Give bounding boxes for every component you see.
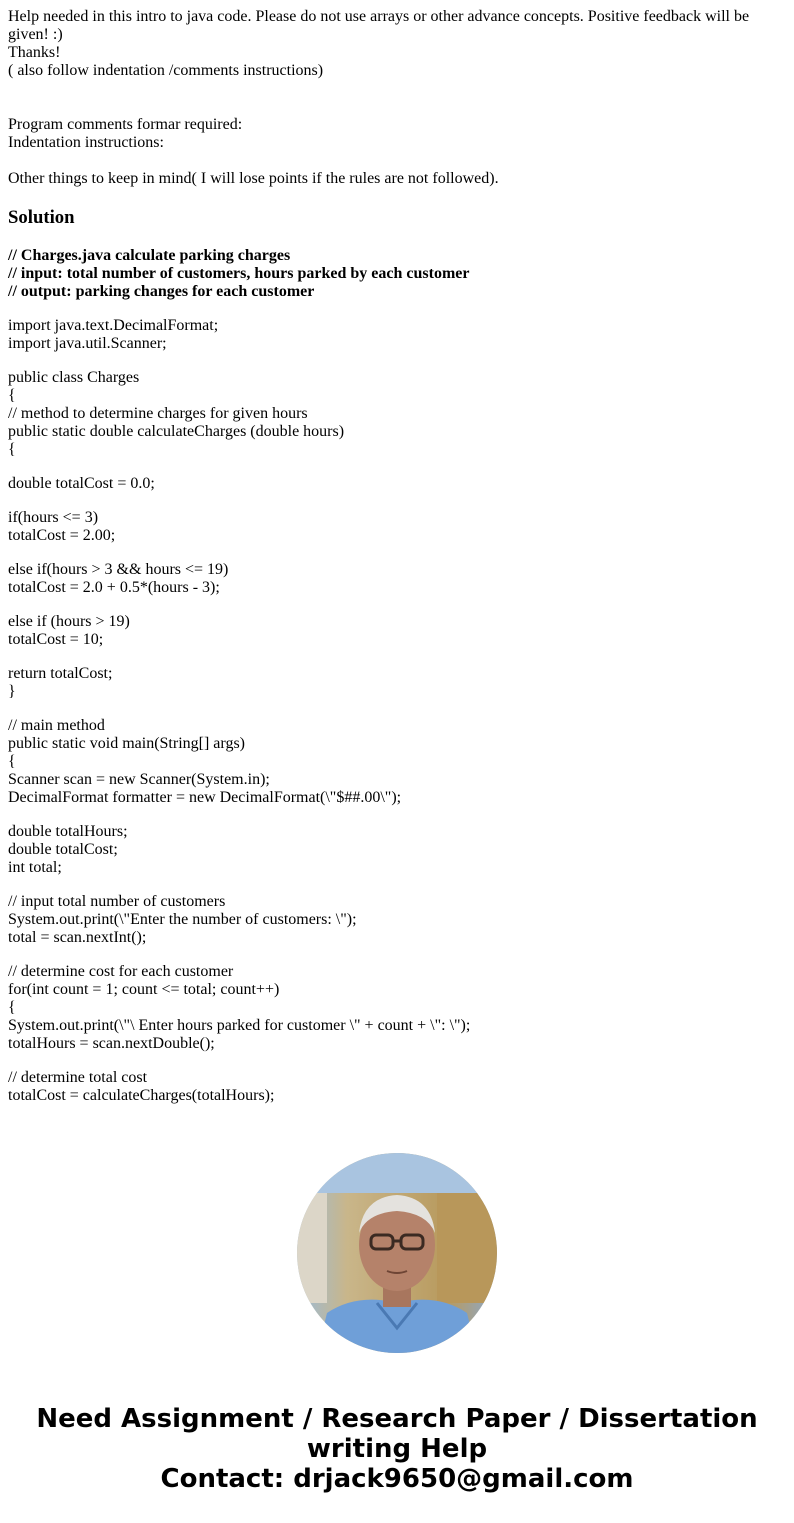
indentation-label: Indentation instructions:: [8, 134, 164, 151]
code-line: else if(hours > 3 && hours <= 19): [8, 561, 229, 578]
code-line: DecimalFormat formatter = new DecimalFormat(\"$##.00\");: [8, 789, 402, 806]
code-line: }: [8, 683, 16, 700]
code-line: double totalHours;: [8, 823, 128, 840]
instructions: [8, 116, 786, 152]
code-line: public static double calculateCharges (double hours): [8, 423, 345, 440]
code-line: public class Charges: [8, 369, 140, 386]
person-photo-icon: [297, 1153, 497, 1353]
other-things-note: Other things to keep in mind( I will lose points if the rules are not followed).: [8, 170, 499, 187]
code-line: import java.util.Scanner;: [8, 335, 167, 352]
header-comment-line: // output: parking changes for each customer: [8, 283, 315, 300]
code-line: System.out.print(\"\ Enter hours parked for customer \" + count + \": \");: [8, 1017, 471, 1034]
code-paragraph: [8, 509, 786, 545]
solution-header-comments: [8, 247, 786, 301]
code-paragraph: [8, 963, 786, 1053]
code-line: // determine cost for each customer: [8, 963, 234, 980]
code-line: double totalCost;: [8, 841, 118, 858]
code-line: else if (hours > 19): [8, 613, 130, 630]
code-line: // method to determine charges for given hours: [8, 405, 308, 422]
code-line: System.out.print(\"Enter the number of customers: \");: [8, 911, 357, 928]
code-paragraph: [8, 369, 786, 459]
code-line: public static void main(String[] args): [8, 735, 245, 752]
question-line: Help needed in this intro to java code. Please do not use arrays or other advance concepts. Positive feedback will be given! :): [8, 8, 754, 43]
code-paragraph: [8, 823, 786, 877]
code-paragraph: [8, 1069, 786, 1105]
code-line: {: [8, 441, 16, 458]
code-paragraph: [8, 475, 786, 493]
promo-contact: Contact: drjack9650@gmail.com: [160, 1464, 634, 1494]
code-paragraph: [8, 665, 786, 701]
code-line: {: [8, 753, 16, 770]
code-paragraph: [8, 561, 786, 597]
code-line: totalCost = 10;: [8, 631, 104, 648]
code-line: totalCost = 2.00;: [8, 527, 116, 544]
code-line: totalHours = scan.nextDouble();: [8, 1035, 215, 1052]
header-comment-line: // Charges.java calculate parking charges: [8, 247, 291, 264]
code-line: double totalCost = 0.0;: [8, 475, 155, 492]
code-paragraph: [8, 717, 786, 807]
code-paragraph: [8, 317, 786, 353]
question-line: ( also follow indentation /comments instructions): [8, 62, 324, 79]
code-line: // determine total cost: [8, 1069, 148, 1086]
code-line: if(hours <= 3): [8, 509, 99, 526]
code-line: {: [8, 999, 16, 1016]
code-paragraph: [8, 893, 786, 947]
code-line: // main method: [8, 717, 105, 734]
code-line: Scanner scan = new Scanner(System.in);: [8, 771, 270, 788]
code-line: int total;: [8, 859, 62, 876]
code-line: total = scan.nextInt();: [8, 929, 147, 946]
code-line: totalCost = calculateCharges(totalHours);: [8, 1087, 275, 1104]
question-text: [8, 8, 786, 80]
code-line: return totalCost;: [8, 665, 113, 682]
code-line: import java.text.DecimalFormat;: [8, 317, 219, 334]
code-line: {: [8, 387, 16, 404]
promo-line: Need Assignment / Research Paper / Dissertation: [36, 1404, 758, 1434]
code-paragraph: [8, 613, 786, 649]
question-line: Thanks!: [8, 44, 61, 61]
promo-line: writing Help: [306, 1434, 488, 1464]
header-comment-line: // input: total number of customers, hours parked by each customer: [8, 265, 470, 282]
code-line: // input total number of customers: [8, 893, 226, 910]
solution-heading: Solution: [8, 207, 75, 228]
code-line: for(int count = 1; count <= total; count++): [8, 981, 280, 998]
solution-code: [8, 317, 786, 1105]
comments-format-label: Program comments formar required:: [8, 116, 243, 133]
author-avatar: [297, 1153, 497, 1353]
document-page: [8, 8, 786, 1105]
code-line: totalCost = 2.0 + 0.5*(hours - 3);: [8, 579, 220, 596]
promo-banner: [0, 1404, 794, 1494]
